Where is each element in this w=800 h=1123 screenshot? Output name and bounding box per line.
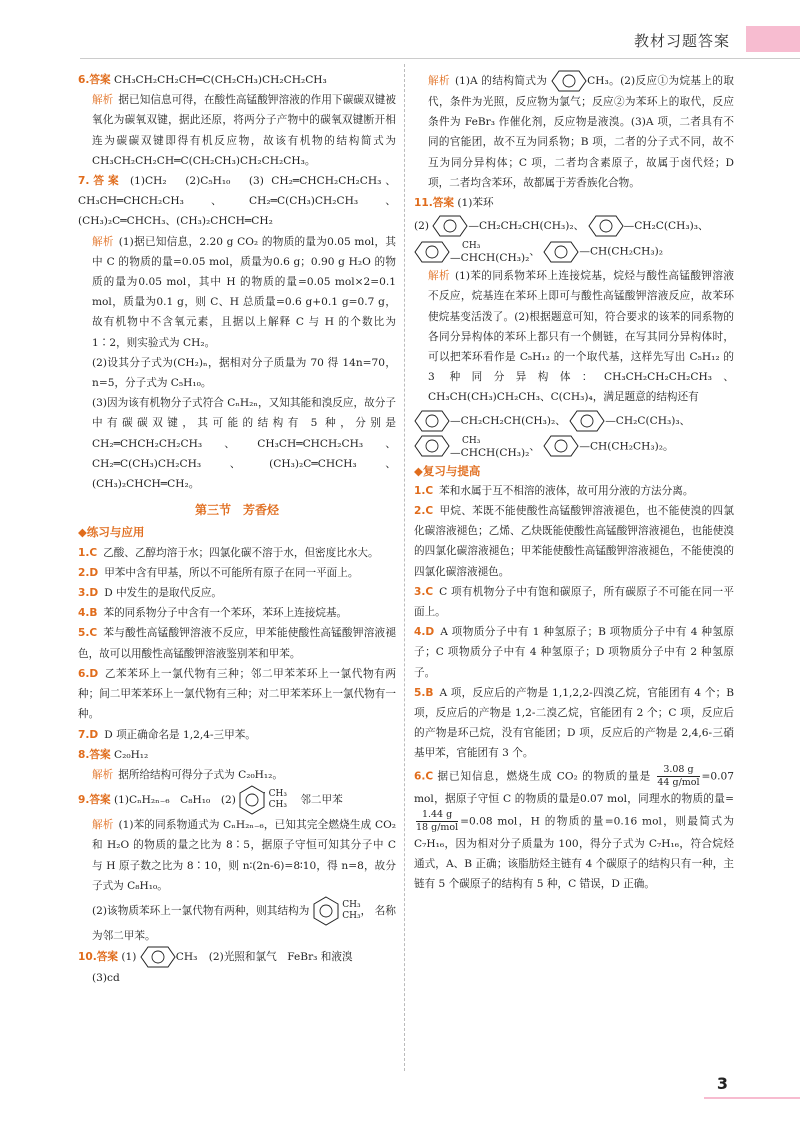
substituent-text: —CHCH(CH₃)₂ [450, 446, 530, 459]
explanation-tag: 解析 [92, 235, 114, 248]
answer-number: 8.答案 [78, 748, 111, 761]
benzene-ring-icon [588, 215, 624, 237]
answer-number: 6.答案 [78, 74, 111, 86]
explanation-text: (1)A 的结构简式为 [454, 75, 548, 87]
header-tab-decoration [746, 26, 800, 52]
structures-row-4: CH₃ —CHCH(CH₃)₂、 —CH(CH₂CH₃)₂。 [414, 434, 734, 459]
substituent-text: —CH₂CH₂CH(CH₃)₂ [450, 414, 556, 427]
answer-text: C 项有机物分子中有饱和碳原子，所有碳原子不可能在同一平面上。 [414, 585, 734, 619]
column-divider [404, 64, 405, 1071]
answer-text: =0.07 mol，据原子守恒 C 的物质的量是0.07 mol，同理水的物质的量= [414, 770, 734, 805]
methyl-label: CH₃ [268, 789, 287, 800]
answer-text: 苯与酸性高锰酸钾溶液不反应，甲苯能使酸性高锰酸钾溶液褪色，故可以用酸性高锰酸钾溶液鉴别苯和甲苯。 [78, 627, 396, 660]
substituent-text: —CH₂C(CH₃)₃ [605, 414, 680, 427]
list-item [414, 683, 734, 764]
explanation-7-part2: (2)设其分子式为(CH₂)ₙ，据相对分子质量为 70 得 14n=70，n=5，分子式为 C₅H₁₀。 [92, 356, 396, 390]
answer-number: 1.C [414, 484, 434, 497]
answer-text: (1)CₙH₂ₙ₋₆ C₈H₁₀ (2) [113, 794, 236, 807]
benzene-ring-icon [551, 70, 587, 92]
structures-row-2: CH₃ —CHCH(CH₃)₂、 —CH(CH₂CH₃)₂ [414, 239, 734, 264]
answer-text: (1) [121, 951, 137, 964]
answer-text: (1)CH₂ (2)C₅H₁₀ (3) CH₂═CHCH₂CH₂CH₃、CH₃CH═CHCH₂CH₃、CH₂═C(CH₃)CH₂CH₃、(CH₃)₂C═CHCH₃、(CH₃)₂CHCH═CH₂ [78, 175, 397, 228]
substituent-text: —CH₂C(CH₃)₃ [623, 220, 698, 233]
page-number: 3 [716, 1074, 728, 1093]
substituent-text: —CHCH(CH₃)₂ [450, 252, 530, 265]
substituent-text: —CH(CH₂CH₃)₂ [579, 440, 663, 453]
methyl-label: CH₃ [342, 910, 361, 921]
answer-text: =0.08 mol，H 的物质的量=0.16 mol，则最简式为 C₇H₁₆，因为相对分子质量为 100，得分子式为 C₇H₁₆，符合烷烃通式，A、B 正确；该脂肪烃主链有 4 个碳原子的结构只有一种，主链有 5 个碳原子的结构有 5 种，C 错误，D 正确。 [414, 815, 734, 891]
answer-text: 邻二甲苯 [300, 794, 343, 807]
benzene-ring-icon [414, 410, 450, 432]
explanation-tag: 解析 [428, 270, 450, 283]
o-xylene-structure-icon [313, 896, 339, 926]
answer-text: 苯的同系物分子中含有一个苯环，苯环上连接烷基。 [103, 607, 348, 620]
list-item [414, 582, 734, 622]
explanation-text: 据所给结构可得分子式为 C₂₀H₁₂。 [118, 768, 284, 781]
answer-text: D 中发生的是取代反应。 [104, 587, 223, 600]
explanation-tag: 解析 [428, 75, 450, 87]
answer-7 [78, 171, 396, 232]
list-item [78, 543, 396, 563]
explanation-8 [78, 765, 396, 785]
answer-10-part3: (3)cd [92, 972, 120, 985]
header-divider [80, 58, 800, 59]
structures-row-1: (2) —CH₂CH₂CH(CH₃)₂、 —CH₂C(CH₃)₃、 [414, 215, 734, 237]
answer-text: A 项，反应后的产物是 1,1,2,2-四溴乙烷，官能团有 4 个；B 项，反应后的产物是 1,2-二溴乙烷，官能团有 2 个；C 项，反应后的产物是环己烷，没有官能团；D 项，反应后的产物是 2,4,6-三硝基甲苯，官能团有 3 个。 [414, 686, 734, 760]
list-item [414, 481, 734, 501]
benzene-ring-icon [569, 410, 605, 432]
benzene-ring-icon [543, 435, 579, 457]
subsection-review: ◆复习与提高 [414, 463, 481, 478]
benzene-ring-icon [432, 215, 468, 237]
review-list [414, 481, 734, 764]
list-item [78, 583, 396, 603]
answer-number: 5.C [78, 627, 98, 640]
list-item [78, 664, 396, 725]
explanation-9-part1 [78, 815, 396, 896]
list-item [78, 725, 396, 745]
answer-number: 7.D [78, 728, 99, 741]
answer-text: 甲苯中含有甲基，所以不可能所有原子在同一平面上。 [104, 566, 359, 579]
explanation-10 [414, 70, 734, 193]
answer-text: 苯和水属于互不相溶的液体，故可用分液的方法分离。 [439, 484, 694, 497]
answer-text: 据已知信息，燃烧生成 CO₂ 的物质的量是 [437, 770, 652, 783]
methyl-label: CH₃ [268, 800, 287, 811]
answer-number: 1.C [78, 546, 98, 559]
explanation-text: (1)苯的同系物通式为 CₙH₂ₙ₋₆，已知其完全燃烧生成 CO₂ 和 H₂O 的物质的量之比为 8∶5，据原子守恒可知其分子中 C 与 H 原子数之比为 8∶10，则 n∶(2n-6)=8∶10，得 n=8，故分子式为 C₈H₁₀。 [92, 819, 396, 892]
answer-text: (2)光照和氯气 FeBr₃ 和液溴 [208, 951, 353, 964]
answer-text: (1)苯环 [457, 197, 494, 210]
fraction [416, 809, 458, 834]
answer-number: 10.答案 [78, 951, 118, 964]
substituent-text: —CH₂CH₂CH(CH₃)₂ [468, 220, 574, 233]
explanation-text: 据已知信息可得，在酸性高锰酸钾溶液的作用下碳碳双键被氧化为碳氧双键，据此还原，将两分子产物中的碳氧双键断开相连为碳碳双键即得有机反应物，故该有机物的结构简式为 CH₃CH₂CH₂CH═C(CH₂CH₃)CH₂CH₂CH₃。 [92, 94, 397, 167]
answer-text: 甲烷、苯既不能使酸性高锰酸钾溶液褪色，也不能使溴的四氯化碳溶液褪色；乙烯、乙炔既能使酸性高锰酸钾溶液褪色，也能使溴的四氯化碳溶液褪色；甲苯能使酸性高锰酸钾溶液褪色，不能使溴的四氯化碳溶液褪色。 [414, 505, 734, 578]
answer-number: 5.B [414, 686, 434, 699]
o-xylene-structure-icon [239, 785, 265, 815]
explanation-tag: 解析 [92, 819, 114, 832]
explanation-7-part3: (3)因为该有机物分子式符合 CₙH₂ₙ，又知其能和溴反应，故分子中有碳碳双键，其可能的结构有 5 种，分别是 CH₂═CHCH₂CH₂CH₃、CH₃CH═CHCH₂CH₃、CH₂═C(CH₃)CH₂CH₃、(CH₃)₂C═CHCH₃、(CH₃)₂CHCH═CH₂。 [92, 397, 396, 491]
page-header-title: 教材习题答案 [633, 32, 730, 50]
explanation-11 [414, 266, 734, 407]
answer-number: 3.C [414, 585, 434, 598]
section-title: 第三节 芳香烃 [194, 503, 279, 518]
answer-number: 4.D [414, 626, 435, 639]
answer-text: 乙酸、乙醇均溶于水；四氯化碳不溶于水，但密度比水大。 [103, 546, 379, 559]
explanation-7-part1 [78, 232, 396, 353]
answer-number: 3.D [78, 587, 99, 600]
review-answer-6 [414, 764, 734, 895]
list-item [78, 623, 396, 663]
fraction-denominator: 18 g/mol [416, 821, 459, 833]
answer-number: 6.D [78, 667, 99, 680]
explanation-6 [78, 90, 396, 171]
methyl-label: CH₃ [342, 899, 361, 910]
fraction [657, 764, 699, 789]
benzene-ring-icon [414, 435, 450, 457]
answer-text: C₂₀H₁₂ [113, 748, 149, 761]
answer-number: 4.B [78, 607, 98, 620]
right-column [414, 70, 734, 895]
branch-label: CH₃ [462, 241, 481, 252]
explanation-9-part2: (2)该物质苯环上一氯代物有两种，则其结构为 CH₃ CH₃， 名称为邻二甲苯。 [78, 896, 396, 946]
answer-text: CH₃CH₂CH₂CH═C(CH₂CH₃)CH₂CH₂CH₃ [113, 74, 327, 86]
answer-number: 9.答案 [78, 794, 111, 807]
list-item [414, 622, 734, 683]
explanation-tag: 解析 [92, 94, 114, 107]
explanation-tag: 解析 [92, 768, 114, 781]
answer-11 [414, 193, 734, 213]
answer-number: 2.C [414, 505, 434, 518]
structures-row-3: —CH₂CH₂CH(CH₃)₂、 —CH₂C(CH₃)₃、 [414, 410, 734, 432]
page-number-underline [704, 1097, 800, 1099]
answer-text: D 项正确命名是 1,2,4-三甲苯。 [104, 728, 256, 741]
practice-list [78, 543, 396, 745]
benzene-ring-icon [543, 241, 579, 263]
explanation-text: (1)苯的同系物苯环上连接烷基，烷烃与酸性高锰酸钾溶液不反应，烷基连在苯环上即可与酸性高锰酸钾溶液反应，故苯环使烷基变活泼了。(2)根据题意可知，符合要求的该苯的同系物的各同分异构体的苯环上都只有一个侧链，在写其同分异构体时，可以把苯环看作是 C₅H₁₂ 的一个取代基，这样先写出 C₅H₁₂ 的 3 种同分异构体：CH₃CH₂CH₂CH₂CH₃、CH₃CH(CH₃)CH₂CH₃、C(CH₃)₄，满足题意的结构还有 [428, 270, 734, 404]
subsection-practice: ◆练习与应用 [78, 525, 145, 540]
answer-10 [78, 946, 396, 968]
benzene-ring-icon [140, 946, 176, 968]
part-label: (2) [414, 220, 430, 233]
substituent-text: —CH(CH₂CH₃)₂ [579, 245, 663, 258]
list-item [78, 603, 396, 623]
explanation-text: CH₃。(2)反应①为烷基上的取代，条件为光照，反应物为氯气；反应②为苯环上的取代，反应条件为 FeBr₃ 作催化剂，反应物是液溴。(3)A 项，二者具有不同的官能团，故不互为同系物；B 项，二者的分子式不同，故不互为同分异构体；C 项，二者均含素原子，故属于卤代烃；D 项，二者均含苯环，故都属于芳香族化合物。 [428, 75, 734, 189]
answer-number: 7.答案 [78, 175, 123, 188]
left-column [78, 70, 396, 988]
answer-number: 6.C [414, 770, 434, 783]
answer-text: CH₃ [175, 951, 198, 964]
answer-9 [78, 785, 396, 815]
answer-6 [78, 70, 396, 90]
explanation-text: 名称为邻二甲苯。 [92, 904, 397, 942]
list-item [414, 501, 734, 582]
list-item [78, 563, 396, 583]
answer-text: A 项物质分子中有 1 种氢原子；B 项物质分子中有 4 种氢原子；C 项物质分子中有 4 种氢原子；D 项物质分子中有 2 种氢原子。 [414, 626, 734, 679]
branch-label: CH₃ [462, 435, 481, 446]
answer-number: 2.D [78, 566, 99, 579]
benzene-ring-icon [414, 241, 450, 263]
answer-number: 11.答案 [414, 197, 454, 210]
fraction-numerator: 1.44 g [416, 809, 458, 822]
fraction-numerator: 3.08 g [657, 764, 699, 777]
explanation-text: (1)据已知信息，2.20 g CO₂ 的物质的量为0.05 mol，其中 C 的物质的量=0.05 mol，质量为0.6 g；0.90 g H₂O 的物质的量为0.05 mol，其中 H 的物质的量=0.05 mol×2=0.1 mol，质量为0.1 g，则 C、H 总质量=0.6 g+0.1 g=0.7 g，故有机物中不含氧元素，且据以上解释 C 与 H 的个数比为 1∶2，则实验式为 CH₂。 [92, 235, 397, 349]
fraction-denominator: 44 g/mol [657, 776, 700, 788]
answer-8 [78, 745, 396, 765]
explanation-text: (2)该物质苯环上一氯代物有两种，则其结构为 [92, 904, 310, 917]
answer-text: 乙苯苯环上一氯代物有三种；邻二甲苯苯环上一氯代物有两种；间二甲苯苯环上一氯代物有三种；对二甲苯苯环上一氯代物有一种。 [78, 667, 396, 721]
